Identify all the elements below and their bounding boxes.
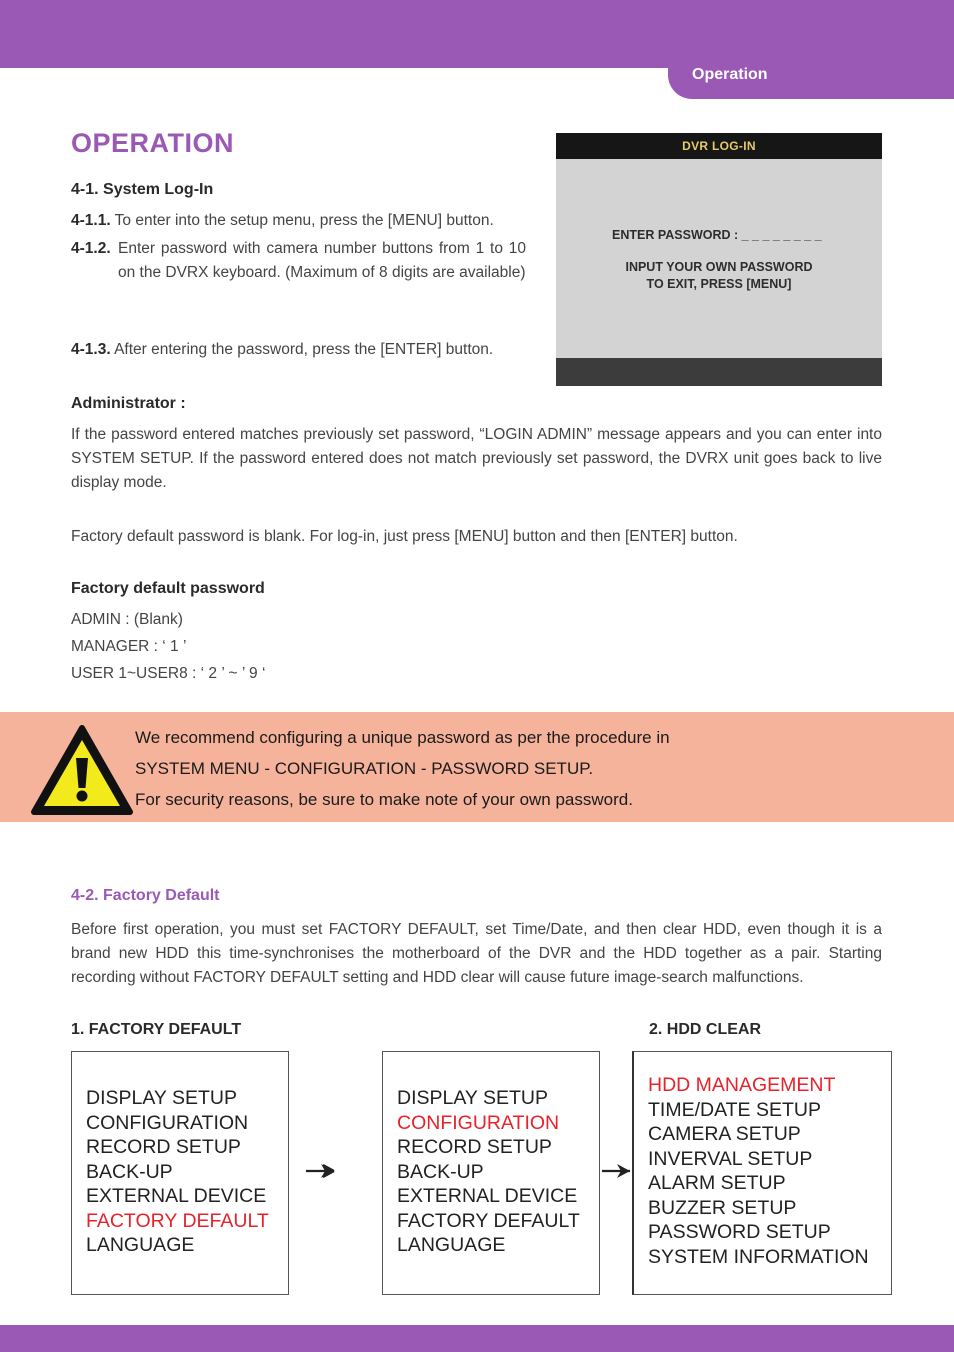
- warning-line-2: SYSTEM MENU - CONFIGURATION - PASSWORD SETUP.: [135, 759, 594, 778]
- dvr-message-line-2: TO EXIT, PRESS [MENU]: [646, 277, 792, 291]
- dvr-screen-title: DVR LOG-IN: [556, 133, 882, 159]
- menu-item: SYSTEM INFORMATION: [648, 1245, 869, 1268]
- login-heading: 4-1. System Log-In: [71, 181, 214, 198]
- menu-item-highlighted: CONFIGURATION: [397, 1111, 560, 1134]
- dvr-message: [556, 259, 882, 293]
- menu-item: TIME/DATE SETUP: [648, 1098, 821, 1121]
- step-2-number: 4-1.2.: [71, 240, 111, 257]
- menu-item: BACK-UP: [397, 1160, 484, 1183]
- admin-text: If the password entered matches previously set password, “LOGIN ADMIN” message appears and you can enter into SYSTEM SETUP. If the password entered does not match previously set password, the DVRX unit goes back to live display mode.: [71, 426, 882, 491]
- label-hdd-clear: 2. HDD CLEAR: [649, 1021, 762, 1038]
- menu-item: EXTERNAL DEVICE: [86, 1185, 267, 1207]
- warning-text: [135, 722, 670, 815]
- menu-item: INVERVAL SETUP: [648, 1147, 813, 1170]
- footer-bar: [0, 1325, 954, 1352]
- menu-item: FACTORY DEFAULT: [397, 1209, 580, 1232]
- step-1-number: 4-1.1.: [71, 212, 111, 229]
- step-2: [71, 237, 526, 285]
- arrow-right-icon: [601, 1160, 631, 1182]
- menu-item: DISPLAY SETUP: [86, 1087, 238, 1109]
- warning-icon: [30, 724, 134, 816]
- step-1: [71, 209, 494, 233]
- warning-line-3: For security reasons, be sure to make note of your own password.: [135, 790, 633, 809]
- menu-box-1: [71, 1051, 289, 1295]
- menu-item-highlighted: FACTORY DEFAULT: [86, 1209, 269, 1232]
- menu-item: PASSWORD SETUP: [648, 1221, 831, 1243]
- arrow-right-icon: [305, 1160, 335, 1182]
- menu-item: ALARM SETUP: [648, 1172, 786, 1194]
- defaults-heading: Factory default password: [71, 580, 265, 597]
- page-title: OPERATION: [71, 128, 235, 158]
- factory-password-note: Factory default password is blank. For log-in, just press [MENU] button and then [ENTER] button.: [71, 528, 738, 545]
- menu-item-highlighted: HDD MANAGEMENT: [648, 1074, 836, 1096]
- menu-item: BUZZER SETUP: [648, 1196, 797, 1219]
- menu-list-3: [648, 1073, 869, 1269]
- menu-item: RECORD SETUP: [86, 1136, 241, 1158]
- default-user: USER 1~USER8 : ‘ 2 ’ ~ ’ 9 ‘: [71, 665, 266, 682]
- menu-item: BACK-UP: [86, 1160, 173, 1183]
- label-factory-default: 1. FACTORY DEFAULT: [71, 1021, 242, 1038]
- warning-line-1: We recommend configuring a unique password as per the procedure in: [135, 728, 670, 747]
- menu-item: CONFIGURATION: [86, 1111, 249, 1134]
- admin-heading: Administrator :: [71, 395, 186, 412]
- menu-list-1: [86, 1086, 269, 1258]
- step-3-text: After entering the password, press the [ENTER] button.: [114, 341, 494, 358]
- menu-item: DISPLAY SETUP: [397, 1087, 549, 1109]
- factory-default-text: Before first operation, you must set FACTORY DEFAULT, set Time/Date, and then clear HDD, even though it is a brand new HDD this time-synchronises the motherboard of the DVR and the HDD together as a pair. Starting recording without FACTORY DEFAULT setting and HDD clear will cause future image-search malfunctions.: [71, 921, 882, 986]
- step-2-text: Enter password with camera number buttons from 1 to 10 on the DVRX keyboard. (Maximum of 8 digits are available): [118, 240, 526, 281]
- default-manager: MANAGER : ‘ 1 ’: [71, 638, 187, 655]
- section-tab: Operation: [668, 52, 954, 99]
- default-admin: ADMIN : (Blank): [71, 611, 183, 628]
- menu-box-2: [382, 1051, 600, 1295]
- step-1-text: To enter into the setup menu, press the [MENU] button.: [114, 212, 494, 229]
- menu-item: LANGUAGE: [397, 1234, 506, 1256]
- factory-default-heading: 4-2. Factory Default: [71, 887, 220, 904]
- dvr-password-prompt: ENTER PASSWORD : _ _ _ _ _ _ _ _: [612, 228, 822, 242]
- menu-list-2: [397, 1086, 580, 1258]
- dvr-message-line-1: INPUT YOUR OWN PASSWORD: [625, 260, 813, 274]
- menu-item: CAMERA SETUP: [648, 1123, 801, 1145]
- menu-box-3: [632, 1051, 892, 1295]
- dvr-screen-footer: [556, 358, 882, 386]
- step-3-number: 4-1.3.: [71, 341, 111, 358]
- menu-item: RECORD SETUP: [397, 1136, 552, 1158]
- menu-item: EXTERNAL DEVICE: [397, 1185, 578, 1207]
- dvr-login-screenshot: [556, 133, 882, 386]
- menu-item: LANGUAGE: [86, 1234, 195, 1256]
- step-3: [71, 338, 493, 362]
